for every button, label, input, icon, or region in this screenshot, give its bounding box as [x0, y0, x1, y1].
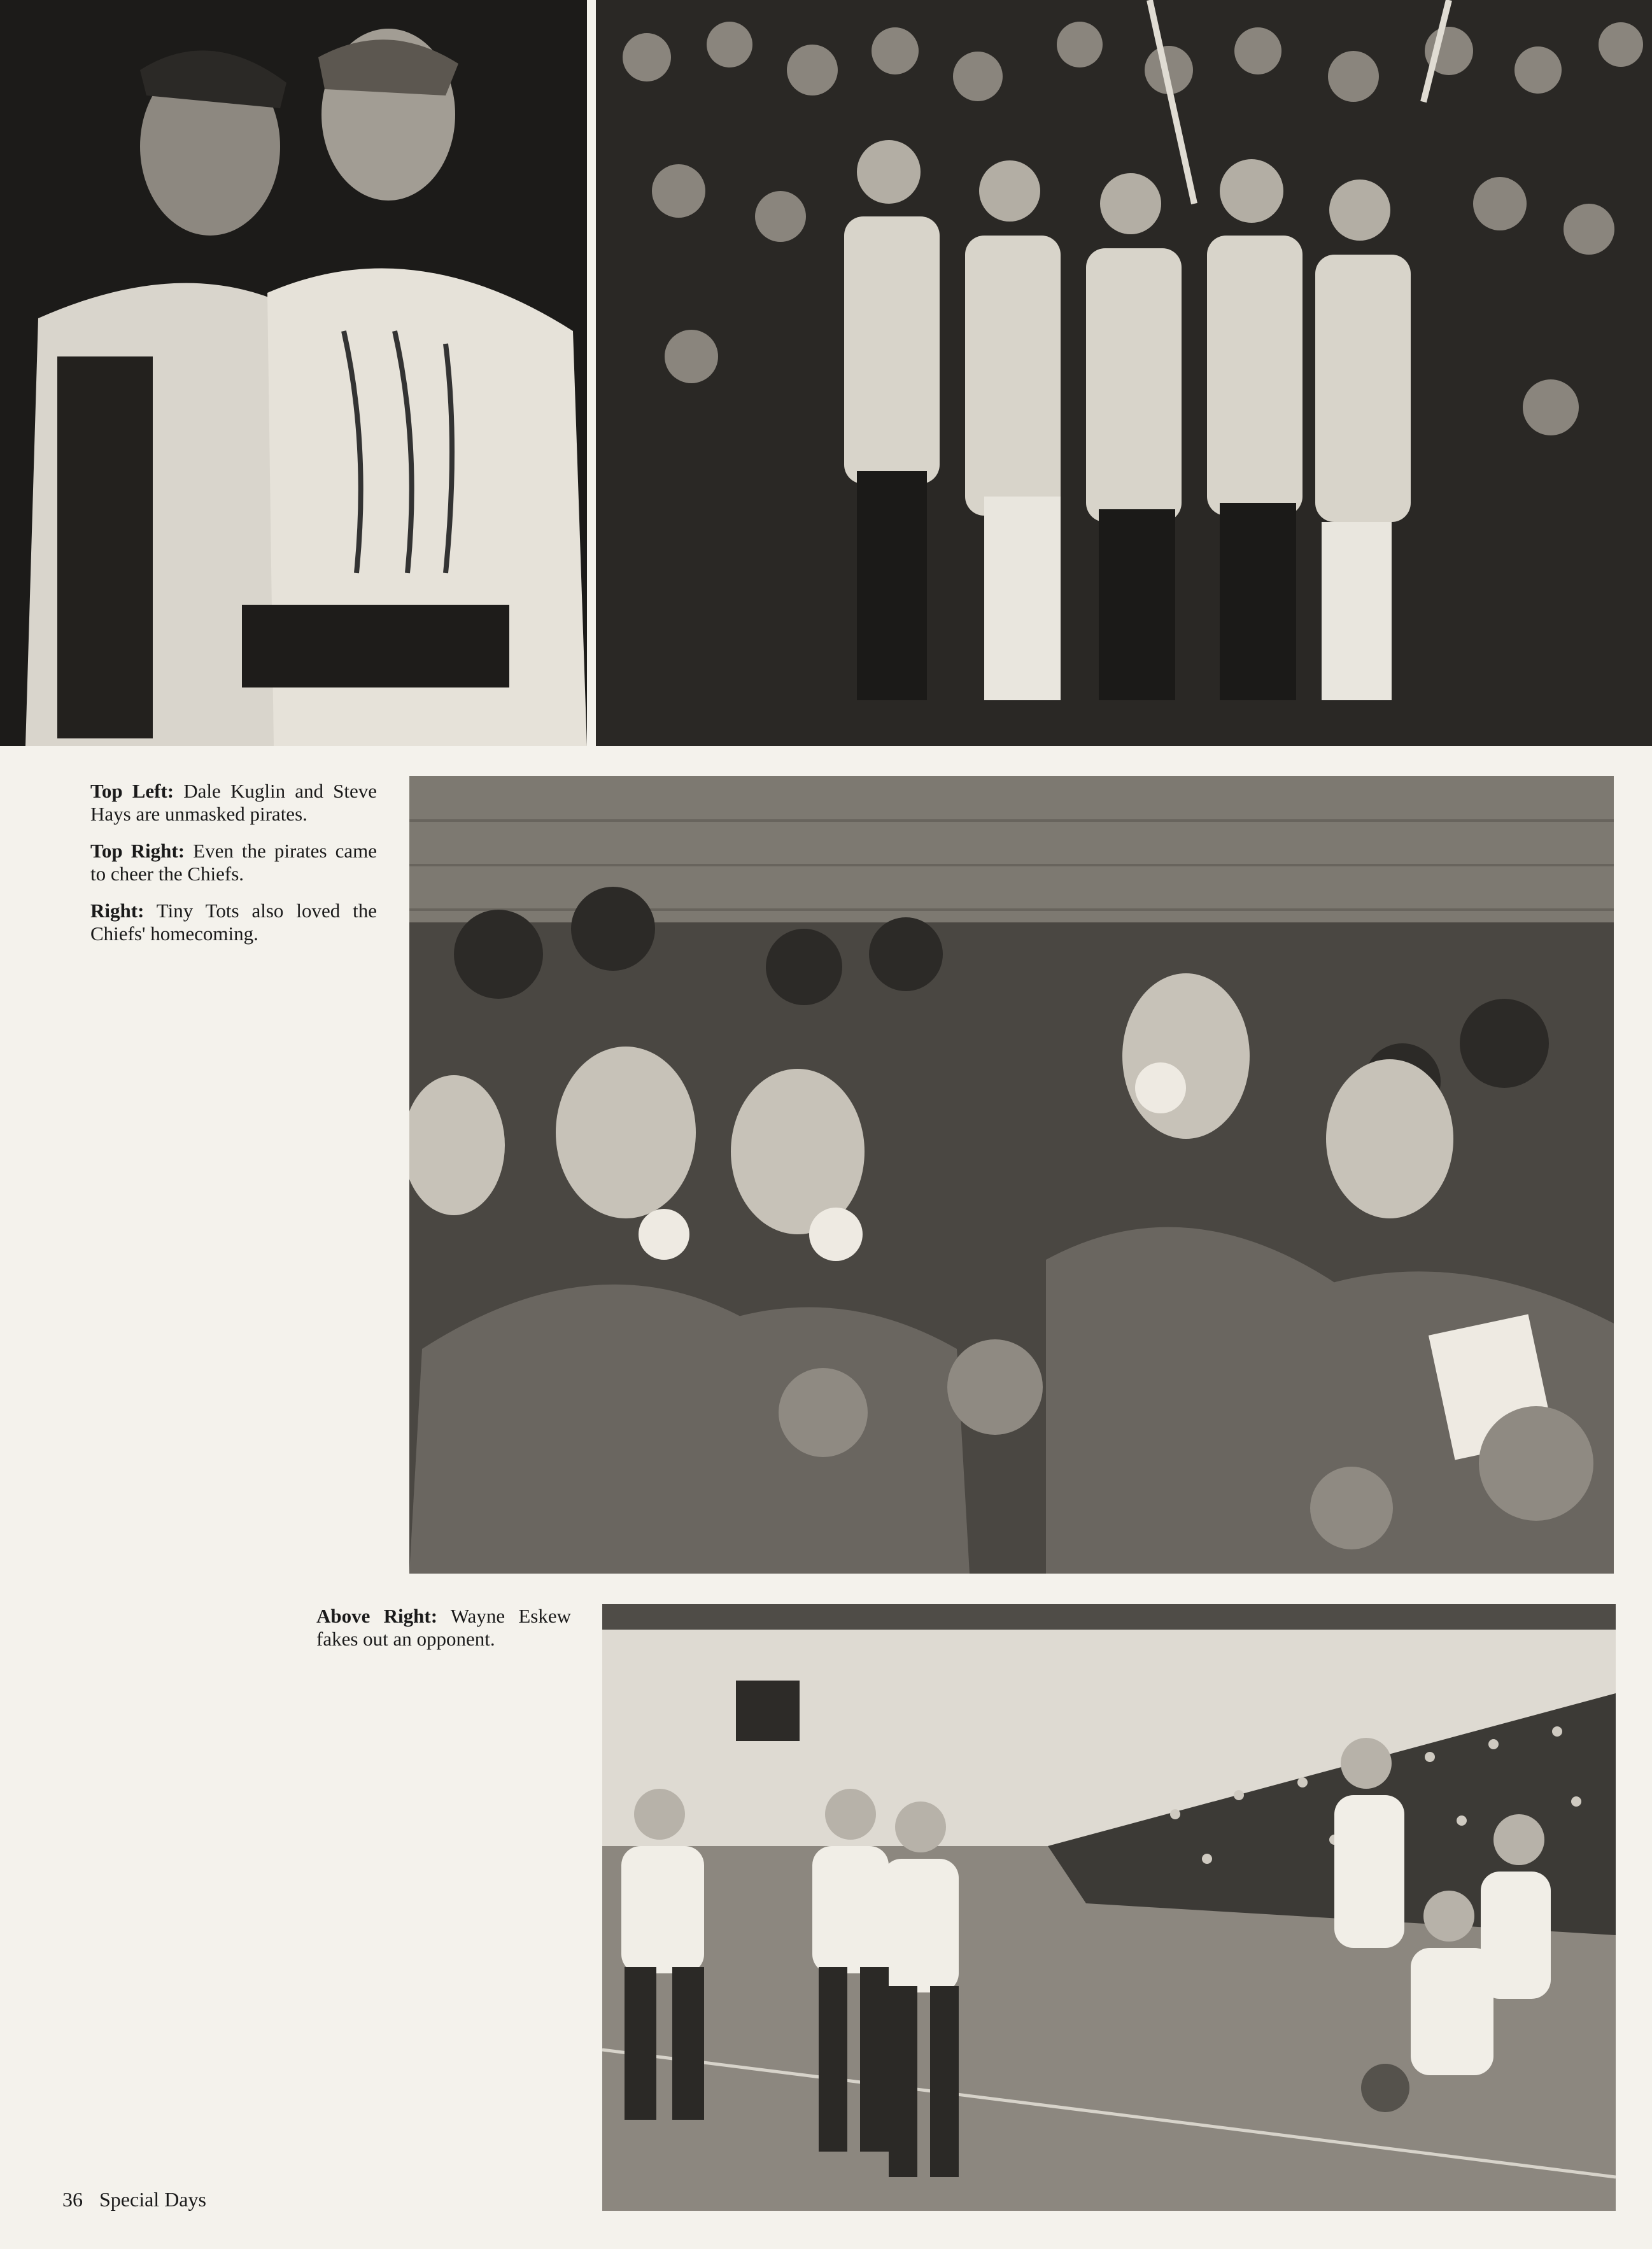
caption-above-right-label: Above Right:: [316, 1605, 438, 1627]
crowd-cheering-illustration: [596, 0, 1652, 746]
caption-column-bottom: [316, 1605, 571, 1665]
caption-top-right-text: Even the pirates came to cheer the Chiefs.: [90, 840, 377, 885]
basketball-game-illustration: [602, 1604, 1616, 2211]
section-name: Special Days: [99, 2188, 206, 2211]
caption-right-text: Tiny Tots also loved the Chiefs' homecoming.: [90, 899, 377, 945]
caption-top-right-label: Top Right:: [90, 840, 185, 862]
caption-column-top: [90, 780, 377, 959]
caption-right: [90, 899, 377, 945]
caption-top-left-label: Top Left:: [90, 780, 174, 802]
caption-right-label: Right:: [90, 899, 145, 922]
caption-above-right: [316, 1605, 571, 1651]
photo-top-left: [0, 0, 587, 746]
caption-top-right: [90, 840, 377, 885]
tiny-tots-crowd-illustration: [409, 776, 1614, 1574]
photo-top-right: [596, 0, 1652, 746]
photo-above-right: [602, 1604, 1616, 2211]
photo-right: [409, 776, 1614, 1574]
caption-top-left-text: Dale Kuglin and Steve Hays are unmasked pirates.: [90, 780, 378, 825]
pirates-portrait-illustration: [0, 0, 587, 746]
caption-top-left: [90, 780, 377, 826]
caption-above-right-text: Wayne Eskew fakes out an opponent.: [316, 1605, 571, 1650]
page-number: 36: [62, 2188, 83, 2211]
page-folio: [62, 2188, 223, 2211]
